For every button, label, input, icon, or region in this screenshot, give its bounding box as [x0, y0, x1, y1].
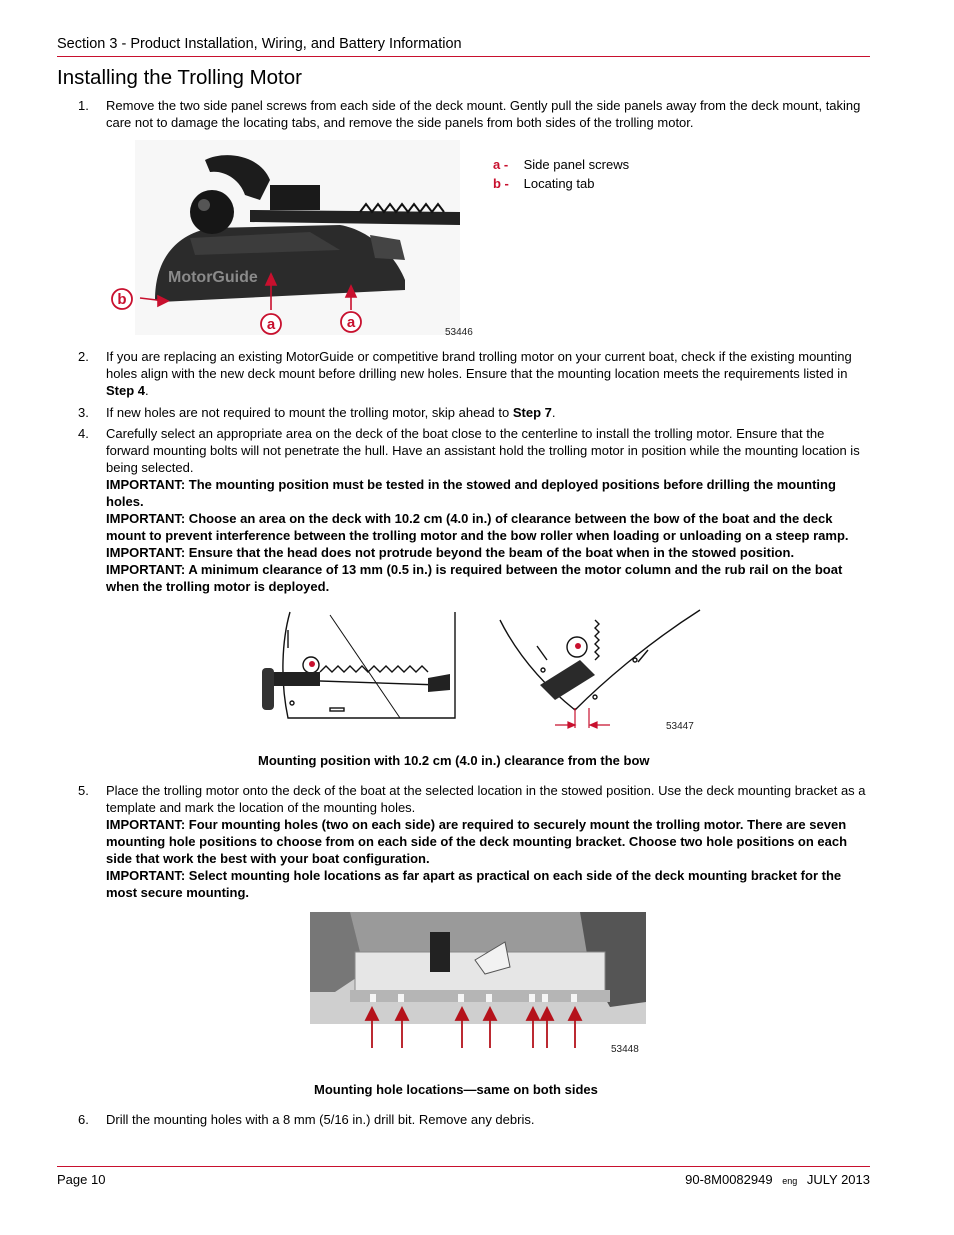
figure3-number: 53448: [611, 1044, 639, 1055]
step-text: If new holes are not required to mount the trolling motor, skip ahead to Step 7.: [106, 405, 556, 420]
legend-item-a: [493, 157, 629, 172]
step-2: [57, 348, 867, 399]
step-text: Remove the two side panel screws from each side of the deck mount. Gently pull the side panels away from the deck mount, taking care not to damage the locating tabs, and remove the side panels from both sides of the trolling motor.: [106, 98, 861, 130]
figure2-caption: Mounting position with 10.2 cm (4.0 in.) clearance from the bow: [258, 753, 650, 768]
doc-date: JULY 2013: [806, 1172, 870, 1187]
page-title: Installing the Trolling Motor: [57, 66, 302, 89]
figure-mounting-holes-photo: [310, 912, 646, 1052]
step-4: [57, 425, 867, 595]
step-3: [57, 404, 867, 421]
section-header: Section 3 - Product Installation, Wiring, and Battery Information: [57, 36, 462, 52]
step-number: 5.: [78, 783, 89, 798]
step-6: [57, 1111, 867, 1128]
figure-mounting-position-diagrams: [250, 600, 710, 740]
step-reference: Step 7: [512, 405, 552, 420]
figure-deck-mount-photo: [100, 140, 480, 340]
step-number: 6.: [78, 1112, 89, 1127]
step-1: [57, 97, 867, 131]
lang-code: eng: [782, 1176, 798, 1186]
important-note: IMPORTANT: Four mounting holes (two on each side) are required to securely mount the trolling motor. There are seven mounting hole positions to choose from on each side of the deck mounting bracket. Choose two hole positions on each side that work the best with your boat configuration.: [106, 817, 848, 866]
figure1-number: 53446: [445, 327, 473, 338]
important-note: IMPORTANT: Select mounting hole locations as far apart as practical on each side of the deck mounting bracket for the most secure mounting.: [106, 868, 842, 900]
step-text: Carefully select an appropriate area on the deck of the boat close to the centerline to install the trolling motor. Ensure that the forward mounting bolts will not penetrate the hull. Have an assistant hold the trolling motor in position while the mounting location is being selected.: [106, 426, 860, 475]
callout-a-2: a: [346, 314, 356, 331]
legend-item-b: [493, 176, 594, 191]
step-number: 1.: [78, 98, 89, 113]
figure3-caption: Mounting hole locations—same on both sides: [314, 1082, 598, 1097]
step-text: Place the trolling motor onto the deck of the boat at the selected location in the stowed position. Use the deck mounting bracket as a template and mark the location of the mounting holes.: [106, 783, 866, 815]
callout-a-1: a: [266, 316, 276, 333]
important-note: IMPORTANT: A minimum clearance of 13 mm (0.5 in.) is required between the motor column and the rub rail on the boat when the trolling motor is deployed.: [106, 562, 843, 594]
footer-rule: [57, 1166, 870, 1167]
doc-id: 90-8M0082949: [685, 1172, 773, 1187]
step-5: [57, 782, 867, 901]
page-number: Page 10: [57, 1172, 106, 1187]
header-rule: [57, 56, 870, 57]
footer-doc-info: [685, 1172, 870, 1187]
figure1-brand-text: MotorGuide: [168, 269, 258, 286]
figure2-number: 53447: [666, 721, 694, 732]
important-note: IMPORTANT: The mounting position must be tested in the stowed and deployed positions before drilling the mounting holes.: [106, 477, 836, 509]
step-text: If you are replacing an existing MotorGuide or competitive brand trolling motor on your current boat, check if the existing mounting holes align with the new deck mount before drilling new holes. Ensure that the mounting location meets the requirements listed in Step 4.: [106, 349, 852, 398]
step-text: Drill the mounting holes with a 8 mm (5/16 in.) drill bit. Remove any debris.: [106, 1112, 535, 1127]
step-number: 4.: [78, 426, 89, 441]
legend-label: Locating tab: [523, 176, 595, 191]
important-note: IMPORTANT: Choose an area on the deck with 10.2 cm (4.0 in.) of clearance between the bow of the boat and the deck mount to prevent interference between the trolling motor and the bow roller when loading or unloading on a steep ramp.: [106, 511, 849, 543]
legend-label: Side panel screws: [523, 157, 630, 172]
legend-key: b -: [493, 176, 509, 191]
step-number: 3.: [78, 405, 89, 420]
callout-b: b: [117, 291, 127, 308]
step-number: 2.: [78, 349, 89, 364]
legend-key: a -: [493, 157, 509, 172]
important-note: IMPORTANT: Ensure that the head does not protrude beyond the beam of the boat when in the stowed position.: [106, 545, 795, 560]
step-reference: Step 4: [106, 383, 146, 398]
